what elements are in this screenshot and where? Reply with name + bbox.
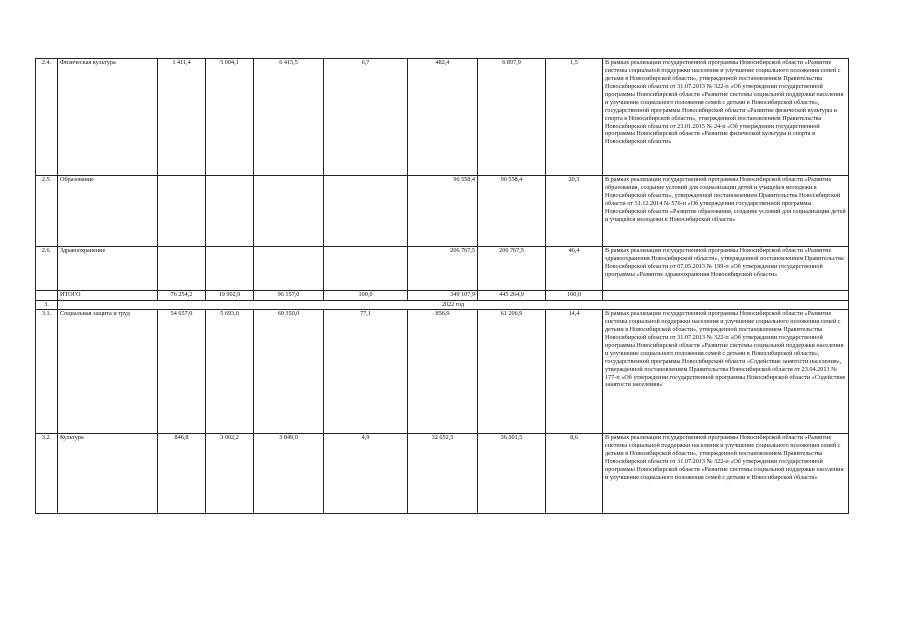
section-number: 3.	[36, 301, 58, 310]
cell-c2	[206, 247, 254, 291]
table-row	[36, 434, 849, 514]
table-row	[36, 247, 849, 291]
cell-c1	[158, 176, 206, 247]
cell-c1: 1 411,4	[158, 59, 206, 176]
cell-c4: 4,9	[324, 434, 408, 514]
row-sector: Здравоохранение	[58, 247, 158, 291]
row-description	[603, 310, 849, 434]
cell-c5: 206 767,5	[408, 247, 478, 291]
row-description	[603, 434, 849, 514]
cell-c7: 14,4	[546, 310, 603, 434]
cell-c1: 846,8	[158, 434, 206, 514]
total-c1: 76 254,2	[158, 291, 206, 301]
cell-c7: 20,3	[546, 176, 603, 247]
row-sector: Социальная защита и труд	[58, 310, 158, 434]
description-text: В рамках реализации государственной программы Новосибирской области «Развитие здравоохранения Новосибирской области», утвержденной постановлением Правительства Новосибирской области от 07.05.2013 № 199-п «Об утверждении государственной программы «Развитие здравоохранения Новосибирской области»	[605, 247, 844, 278]
table-row	[36, 176, 849, 247]
total-c4: 100,0	[324, 291, 408, 301]
row-sector: Физическая культура	[58, 59, 158, 176]
total-c2: 19 902,9	[206, 291, 254, 301]
total-c3: 96 157,0	[254, 291, 324, 301]
row-number: 3.2.	[36, 434, 58, 514]
total-label: ИТОГО	[58, 291, 158, 301]
total-description	[603, 291, 849, 301]
cell-c3: 6 415,5	[254, 59, 324, 176]
row-description	[603, 59, 849, 176]
row-description	[603, 176, 849, 247]
cell-c7: 8,6	[546, 434, 603, 514]
cell-c5: 856,9	[408, 310, 478, 434]
description-text: В рамках реализации государственной программы Новосибирской области «Развитие системы социальной поддержки населения и улучшение социального положения семей с детьми в Новосибирской области», утвержденной постановлением Правительства Новосибирской области от 31.07.2013 № 322-п «Об утверждении государственной программы Новосибирской области «Развитие системы социальной поддержки населения и улучшение социального положения семей с детьми в Новосибирской области», государственной программы Новосибирской области «Содействие занятости населения», утвержденной постановлением Правительства Новосибирской области от 23.04.2013 № 177-п «Об утверждении государственной программы Новосибирской области «Содействие занятости населения»	[605, 310, 846, 389]
total-number	[36, 291, 58, 301]
cell-c6: 61 206,9	[478, 310, 546, 434]
cell-c3: 3 849,0	[254, 434, 324, 514]
row-number: 2.4.	[36, 59, 58, 176]
description-text: В рамках реализации государственной программы Новосибирской области «Развитие системы социальной поддержки населения и улучшение социального положения семей с детьми в Новосибирской области», утвержденной постановлением Правительства Новосибирской области от 31.07.2013 № 322-п «Об утверждении государственной программы Новосибирской области «Развитие системы социальной поддержки населения и улучшение социального положения семей с детьми в Новосибирской области», государственной программы Новосибирской области «Развитие физической культуры и спорта в Новосибирской области», утвержденной постановлением Правительства Новосибирской области от 23.01.2015 № 24-п «Об утверждении государственной программы Новосибирской области «Развитие физической культуры и спорта в Новосибирской области»	[605, 59, 844, 146]
row-number: 2.5.	[36, 176, 58, 247]
cell-c4	[324, 176, 408, 247]
budget-table	[35, 58, 849, 514]
cell-c6: 36 501,5	[478, 434, 546, 514]
row-description	[603, 247, 849, 291]
cell-c1	[158, 247, 206, 291]
section-year-label: 2022 год	[58, 301, 849, 310]
table-row	[36, 59, 849, 176]
cell-c2: 5 004,1	[206, 59, 254, 176]
total-c5: 349 107,9	[408, 291, 478, 301]
cell-c1: 54 657,0	[158, 310, 206, 434]
cell-c3	[254, 176, 324, 247]
total-c6: 445 264,9	[478, 291, 546, 301]
cell-c3: 60 350,0	[254, 310, 324, 434]
table-row	[36, 310, 849, 434]
row-number: 2.6.	[36, 247, 58, 291]
cell-c4: 6,7	[324, 59, 408, 176]
description-text: В рамках реализации государственной программы Новосибирской области «Развитие образования, создание условий для социализации детей и учащейся молодежи в Новосибирской области», утвержденной постановлением Правительства Новосибирской области от 31.12.2014 № 576-п «Об утверждении государственной программы Новосибирской области «Развитие образования, создание условий для социализации детей и учащейся молодежи в Новосибирской области»	[605, 176, 846, 223]
cell-c2: 3 002,2	[206, 434, 254, 514]
cell-c6: 90 558,4	[478, 176, 546, 247]
row-number: 3.1.	[36, 310, 58, 434]
cell-c7: 1,5	[546, 59, 603, 176]
total-row	[36, 291, 849, 301]
cell-c2: 5 693,0	[206, 310, 254, 434]
cell-c2	[206, 176, 254, 247]
cell-c5: 482,4	[408, 59, 478, 176]
cell-c7: 46,4	[546, 247, 603, 291]
year-section-row	[36, 301, 849, 310]
cell-c4: 77,1	[324, 310, 408, 434]
cell-c6: 6 897,9	[478, 59, 546, 176]
cell-c4	[324, 247, 408, 291]
cell-c5: 32 652,5	[408, 434, 478, 514]
total-c7: 100,0	[546, 291, 603, 301]
cell-c3	[254, 247, 324, 291]
description-text: В рамках реализации государственной программы Новосибирской области «Развитие системы социальной поддержки населения и улучшение социального положения семей с детьми в Новосибирской области», утвержденной постановлением Правительства Новосибирской области от 31.07.2013 № 322-п «Об утверждении государственной программы Новосибирской области «Развитие системы социальной поддержки населения и улучшение социального положения семей с детьми в Новосибирской области»	[605, 434, 844, 481]
cell-c6: 206 767,5	[478, 247, 546, 291]
row-sector: Культура	[58, 434, 158, 514]
row-sector: Образование	[58, 176, 158, 247]
cell-c5: 90 558,4	[408, 176, 478, 247]
